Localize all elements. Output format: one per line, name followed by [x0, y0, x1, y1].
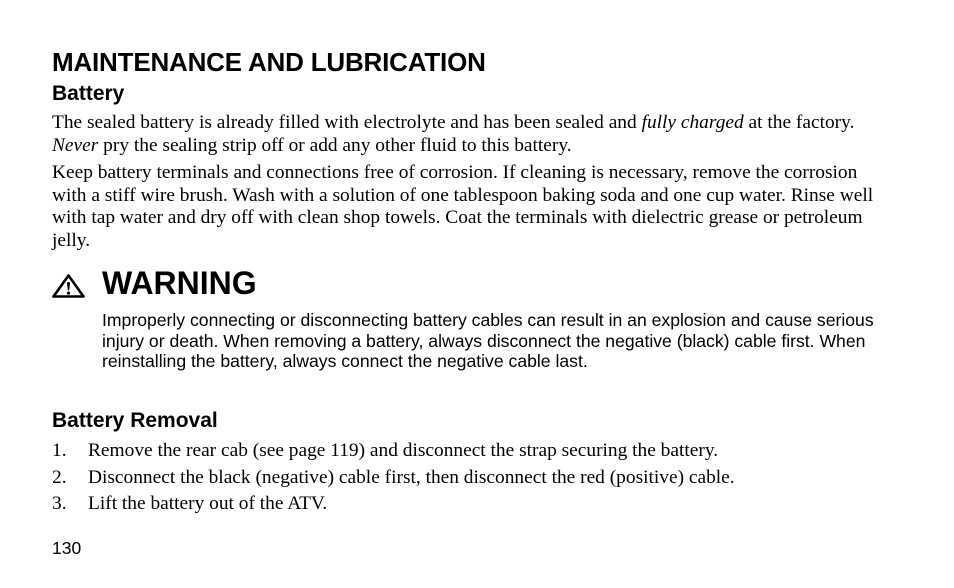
list-item	[52, 440, 892, 467]
warning-text: Improperly connecting or disconnecting battery cables can result in an explosion and cause serious injury or death. When removing a battery, always disconnect the negative (black) cable first. When reinstalling the battery, always connect the negative cable last.	[102, 310, 874, 371]
list-item	[52, 467, 892, 494]
step-number: 2.	[52, 466, 67, 488]
paragraph-text: at the factory.	[743, 112, 855, 133]
manual-page	[52, 0, 892, 588]
section-title: MAINTENANCE AND LUBRICATION	[52, 47, 486, 77]
emphasis-never: Never	[52, 134, 99, 156]
paragraph-text: The sealed battery is already filled with electrolyte and has been sealed and	[52, 112, 642, 133]
warning-title: WARNING	[102, 265, 257, 301]
removal-steps-list	[52, 440, 892, 520]
battery-removal-heading: Battery Removal	[52, 409, 218, 432]
paragraph-text: pry the sealing strip off or add any other fluid to this battery.	[98, 134, 572, 156]
list-item	[52, 493, 892, 520]
emphasis-fully-charged: fully charged	[641, 112, 744, 133]
step-number: 1.	[52, 440, 67, 461]
page-number: 130	[52, 538, 82, 558]
step-text: Lift the battery out of the ATV.	[88, 493, 328, 514]
step-text: Disconnect the black (negative) cable first, then disconnect the red (positive) cable.	[88, 466, 735, 488]
battery-paragraph-sealed	[52, 112, 887, 157]
battery-heading: Battery	[52, 82, 125, 105]
warning-triangle-icon	[52, 274, 85, 298]
battery-paragraph-corrosion: Keep battery terminals and connections free of corrosion. If cleaning is necessary, remove the corrosion with a stiff wire brush. Wash with a solution of one tablespoon baking soda and one cup water. Rinse well with tap water and dry off with clean shop towels. Coat the terminals with dielectric grease or petroleum jelly.	[52, 162, 874, 251]
step-text: Remove the rear cab (see page 119) and disconnect the strap securing the battery.	[88, 440, 719, 461]
step-number: 3.	[52, 493, 67, 514]
